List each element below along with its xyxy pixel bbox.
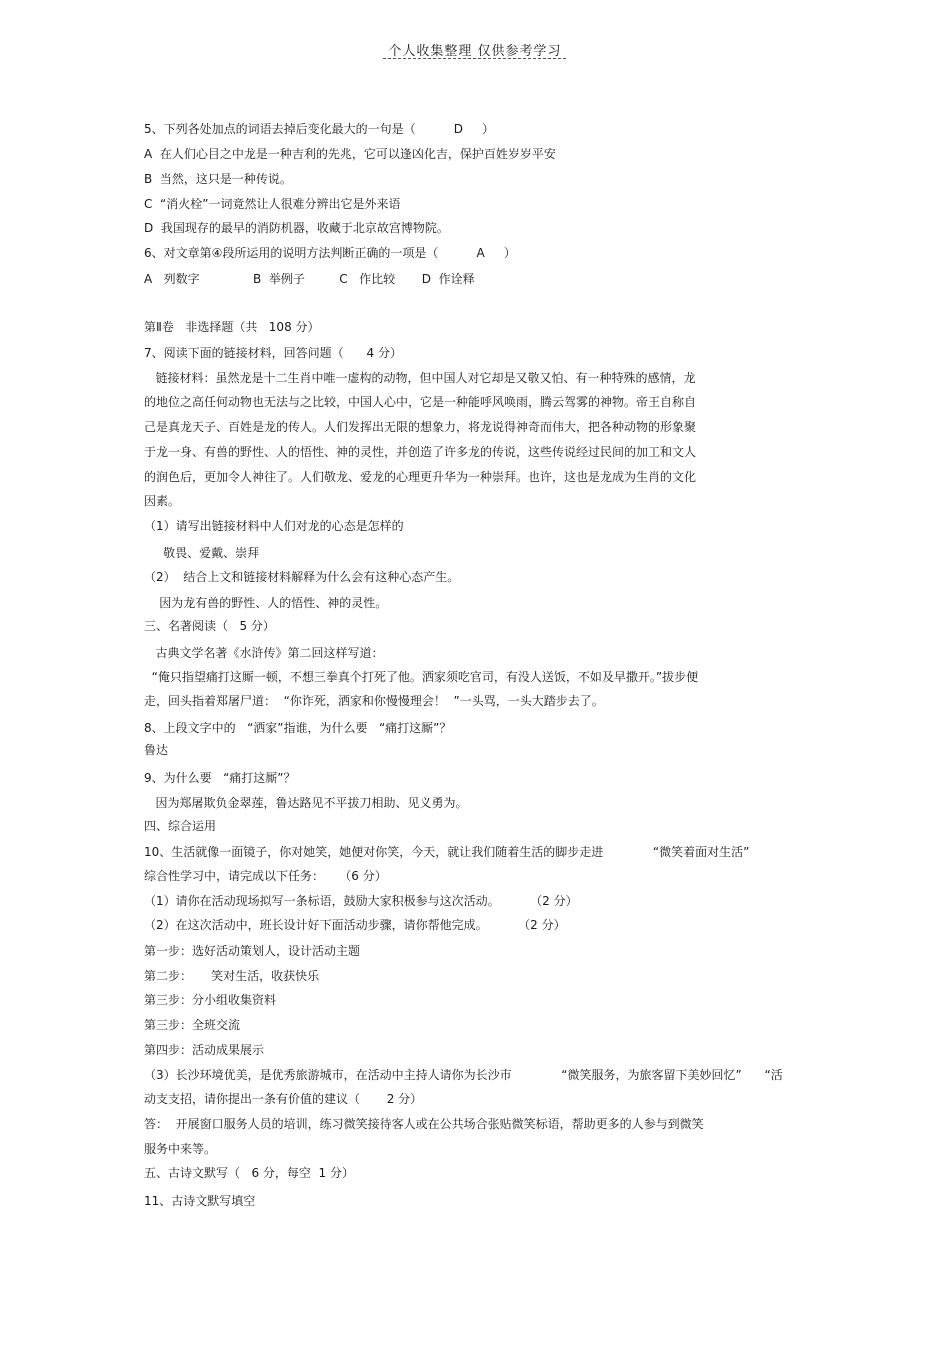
passage-intro: 古典文学名著《水浒传》第二回这样写道： — [144, 646, 384, 660]
question-11: 11、古诗文默写填空 — [144, 1194, 256, 1208]
option-5b: B 当然，这只是一种传说。 — [144, 172, 292, 186]
section-heading: 第Ⅱ卷 非选择题（共 108 分） — [144, 320, 320, 334]
section-heading: 三、名著阅读（ 5 分） — [144, 619, 275, 633]
option-5d: D 我国现存的最早的消防机器，收藏于北京故宫博物院。 — [144, 221, 449, 235]
question-7-2: （2） 结合上文和链接材料解释为什么会有这种心态产生。 — [144, 570, 460, 584]
page-header — [0, 40, 950, 59]
options-6: A 列数字 B 举例子 C 作比较 D 作诠释 — [144, 272, 475, 286]
step-line: 第三步：全班交流 — [144, 1018, 241, 1032]
answer-9: 因为郑屠欺负金翠莲，鲁达路见不平拔刀相助、见义勇为。 — [144, 796, 468, 810]
answer-7-1: 敬畏、爱戴、崇拜 — [144, 546, 260, 560]
step-line: 第四步：活动成果展示 — [144, 1043, 265, 1057]
question-5: 5、下列各处加点的词语去掉后变化最大的一句是（ D ） — [144, 122, 495, 136]
passage-line: 因素。 — [144, 494, 181, 508]
option-5c: C “消火栓”一词竟然让人很难分辨出它是外来语 — [144, 197, 401, 211]
question-6: 6、对文章第④段所运用的说明方法判断正确的一项是（ A ） — [144, 246, 516, 260]
header-text: 个人收集整理 仅供参考学习 — [388, 44, 562, 59]
section-heading: 四、综合运用 — [144, 819, 217, 833]
passage-line: “俺只指望痛打这厮一顿，不想三拳真个打死了他。洒家须吃官司，有没人送饭，不如及早撒开。”拔步便 — [144, 670, 699, 684]
question-10-2: （2）在这次活动中，班长设计好下面活动步骤，请你帮他完成。 （2 分） — [144, 918, 566, 932]
step-line: 第三步：分小组收集资料 — [144, 993, 277, 1007]
answer-7-2: 因为龙有兽的野性、人的悟性、神的灵性。 — [144, 596, 388, 610]
passage-line: 己是真龙天子、百姓是龙的传人。人们发挥出无限的想象力，将龙说得神奇而伟大，把各种动物的形象聚 — [144, 420, 697, 434]
question-10-3-cont: 动支支招，请你提出一条有价值的建议（ 2 分） — [144, 1092, 423, 1106]
step-line: 第二步： 笑对生活，收获快乐 — [144, 969, 320, 983]
question-10: 10、生活就像一面镜子，你对她笑，她便对你笑，今天，就让我们随着生活的脚步走进 “微笑着面对生活” — [144, 845, 750, 859]
question-9: 9、为什么要 “痛打这厮”？ — [144, 771, 296, 785]
answer-10-3-cont: 服务中来等。 — [144, 1142, 217, 1156]
question-10-3: （3）长沙环境优美，是优秀旅游城市，在活动中主持人请你为长沙市 “微笑服务，为旅客留下美妙回忆” “活 — [144, 1068, 783, 1082]
section-heading: 五、古诗文默写（ 6 分，每空 1 分） — [144, 1166, 354, 1180]
option-5a: A 在人们心目之中龙是一种吉利的先兆，它可以逢凶化吉，保护百姓岁岁平安 — [144, 147, 556, 161]
question-7-1: （1）请写出链接材料中人们对龙的心态是怎样的 — [144, 519, 404, 533]
passage-line: 于龙一身、有兽的野性、人的悟性、神的灵性，并创造了许多龙的传说，这些传说经过民间的加工和文人 — [144, 445, 697, 459]
step-line: 第一步：选好活动策划人，设计活动主题 — [144, 944, 361, 958]
question-10-cont: 综合性学习中，请完成以下任务： （6 分） — [144, 869, 387, 883]
answer-10-3: 答： 开展窗口服务人员的培训，练习微笑接待客人或在公共场合张贴微笑标语，帮助更多的人参与到微笑 — [144, 1117, 704, 1131]
passage-line: 走，回头指着郑屠尸道： “你诈死，洒家和你慢慢理会！ ”一头骂，一头大踏步去了。 — [144, 694, 604, 708]
header-underline — [383, 58, 566, 59]
passage-line: 的地位之高任何动物也无法与之比较，中国人心中，它是一种能呼风唤雨，腾云驾雾的神物。帝王自称自 — [144, 395, 697, 409]
passage-line: 链接材料：虽然龙是十二生肖中唯一虚构的动物，但中国人对它却是又敬又怕、有一种特殊的感情，龙 — [144, 371, 696, 385]
question-10-1: （1）请你在活动现场拟写一条标语，鼓励大家积极参与这次活动。 （2 分） — [144, 894, 578, 908]
passage-line: 的润色后，更加令人神往了。人们敬龙、爱龙的心理更升华为一种崇拜。也许，这也是龙成为生肖的文化 — [144, 470, 697, 484]
question-8: 8、上段文字中的 “洒家”指谁，为什么要 “痛打这厮”？ — [144, 721, 452, 735]
question-7: 7、阅读下面的链接材料，回答问题（ 4 分） — [144, 346, 402, 360]
answer-8: 鲁达 — [144, 743, 169, 757]
